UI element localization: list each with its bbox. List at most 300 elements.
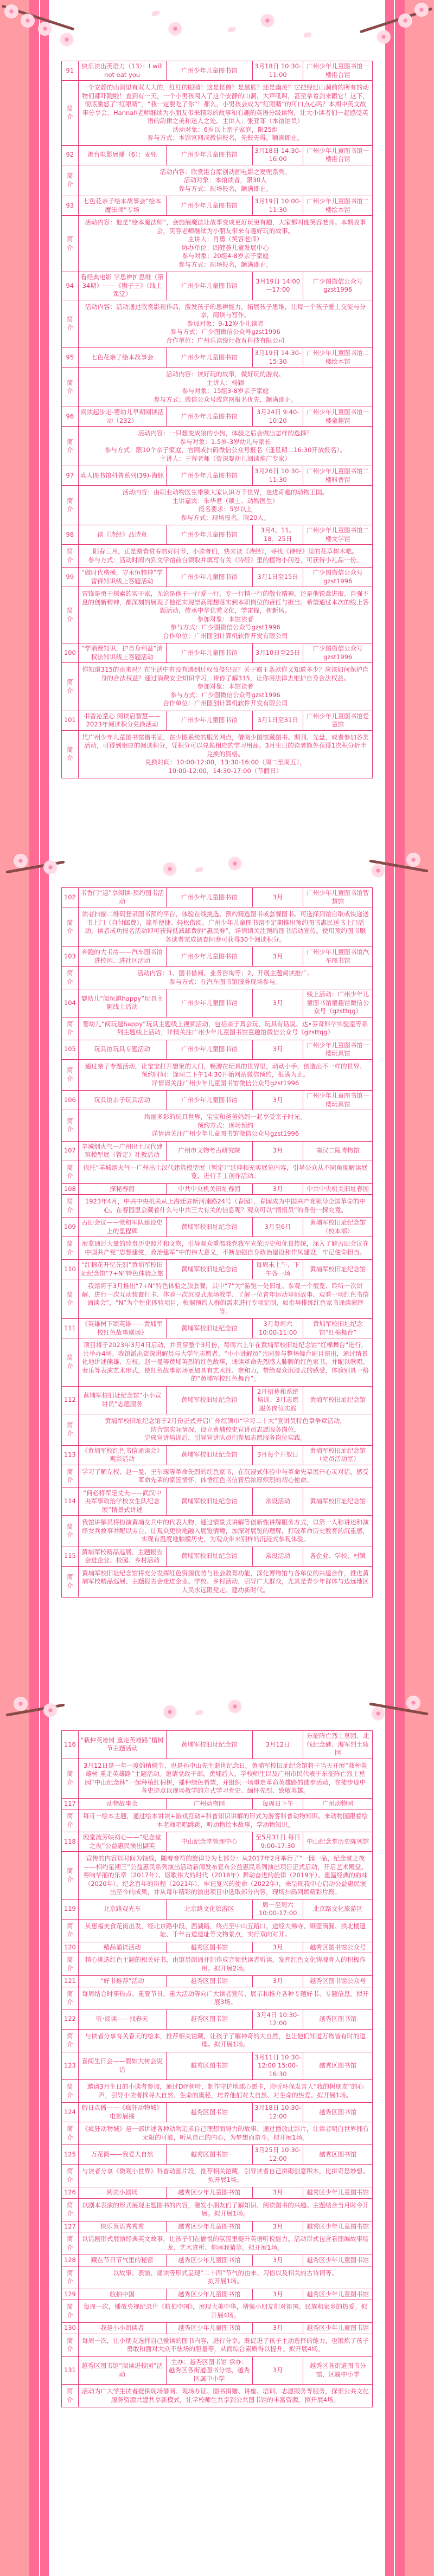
activity-intro-row	[62, 2232, 373, 2255]
activity-description	[78, 1414, 372, 1446]
description-line: 参与方式：现场报名，限20人。	[181, 513, 270, 521]
activity-organizer: 广州少年儿童图书馆	[166, 1040, 252, 1059]
activity-title: 航拍中国	[78, 2289, 166, 2300]
activity-description	[78, 165, 372, 196]
description-line: 以话剧形式展演经典英文故事，让孩子们在愉悦的氛围里提升英语听说能力。活动形式包含看图编故事接龙、艺术赏析、你画我猜等。拟开展1场。	[81, 2235, 369, 2251]
activity-row	[62, 525, 373, 545]
activity-intro-row	[62, 1414, 373, 1446]
description-line: 参与对象：15组3-8岁亲子家庭	[182, 387, 269, 395]
activity-organizer: 越秀区图书馆	[166, 1976, 252, 1987]
activity-number: 109	[62, 1218, 79, 1237]
intro-label: 简 介	[62, 587, 79, 643]
description-line: 预约方式：现场预约	[197, 1121, 254, 1129]
activity-description	[78, 663, 372, 711]
intro-label: 简 介	[62, 663, 79, 711]
description-line: 兑换时间：10:00-12:00，13:30-16:00（周二至周五），	[145, 758, 306, 766]
activity-number: 116	[62, 1731, 79, 1759]
activity-time: 每周日下午	[252, 1798, 303, 1809]
description-line: 以剧本表演的形式展现主题图书的内容，激发小朋友们了解知识、阅读图书的兴趣。主题结合当月时令开展。拟开展1场。	[81, 2201, 369, 2217]
intro-label: 简 介	[62, 1953, 79, 1976]
description-line: 黄埔军校旧址纪念馆于2月份正式开启广州红领巾“学习二十大”宣讲员特色章争章活动，	[105, 1417, 346, 1425]
activity-organizer: 广州少年儿童图书馆	[166, 407, 252, 427]
description-line: 一个安静的山洞里有双大大的，红红的眼睛！这是怪兽？是黑熊？还是幽灵？它把经过山洞前的所有的动物们都吓跑啦！直到有一天，一个小男孩闯入了这个安静的山洞，大声吼叫，甚至拿着剑来戳它！这下，彻底激怒了“红眼睛”，“我一定要吃了你”！那么，小男孩会成为“红眼睛”的可口点心吗？本期中英文故事分享会，Hannah老师继续为小朋友带来精彩的故事和有趣的英语分级读物，让大小读者们一起感受英语的韵律之美和迷人之处。主讲人：张亚菲（本馆馆员）	[81, 83, 369, 125]
description-line: 报名要求：5岁以上	[198, 505, 253, 513]
activity-table-3	[61, 1730, 373, 2407]
intro-label: 简 介	[62, 1161, 79, 1183]
activity-venue: 黄埔军校旧址纪念馆（校本部）	[303, 1218, 373, 1237]
activity-row	[62, 1899, 373, 1919]
activity-venue: 广州少年儿童图书馆二楼文学馆	[303, 525, 373, 545]
description-line: 我馆讲解员将扮演黄埔女兵中的代表人物，通过情景式讲解等创新性讲解服务方式，以第一人称讲述和演绎女兵故事并配以旁白，让观众更快地融入展览情境，加深对展览的理解，打破革命历史教育的沉重感，实现有温度地触摸历史，为观众带来别样的沉浸式参观体验。	[81, 1518, 369, 1543]
activity-intro-row	[62, 587, 373, 643]
activity-title: “好书推荐”活动	[78, 1976, 166, 1987]
activity-title: 殿堂流芳映初心——“纪念堂之夜”公益惠民演出撷英	[78, 1832, 166, 1852]
activity-number: 117	[62, 1798, 79, 1809]
activity-row	[62, 2052, 373, 2080]
activity-number: 112	[62, 1386, 79, 1414]
activity-time: 3月19日 14:00—17:00	[252, 272, 303, 300]
description-line: 绚丽多彩的玩具世界，宝宝和爸爸妈妈一起享受亲子时光。	[144, 1113, 307, 1120]
activity-number: 108	[62, 1183, 79, 1195]
activity-organizer: 越秀区少年儿童图书馆	[166, 2289, 252, 2300]
activity-intro-row	[62, 368, 373, 407]
intro-label: 简 介	[62, 2385, 79, 2407]
description-line: 活动内容：由职业动物医生带领大家认识万千世界，走进奇趣的动物王国。	[122, 488, 329, 496]
description-line: 参与方式：广少图微信公众号gzst1996	[170, 691, 280, 699]
activity-intro-row	[62, 1110, 373, 1142]
activity-number: 113	[62, 1445, 79, 1465]
activity-title: 藏在节日节气里的秘密	[78, 2255, 166, 2266]
activity-title: 《黄埔军校红色书信诵读会》观影活动	[78, 1445, 166, 1465]
activity-organizer: 广州少年儿童图书馆	[166, 568, 252, 587]
activity-venue: 黄埔军校旧址纪念馆	[303, 1260, 373, 1279]
intro-label: 简 介	[62, 2198, 79, 2221]
left-decor-stripe-inner	[40, 0, 49, 2576]
activity-row	[62, 1260, 373, 1279]
activity-description	[78, 967, 372, 989]
activity-organizer: 越秀区图书馆	[166, 2145, 252, 2165]
description-line: 活动内容：一只想变成狼的小狗，体验之后会做出怎样的选择？	[138, 429, 313, 437]
activity-organizer: 黄埔军校旧址纪念馆	[166, 1487, 252, 1516]
activity-venue: 越秀区少年儿童图书馆	[303, 2255, 373, 2266]
activity-intro-row	[62, 427, 373, 466]
activity-time: 3月	[252, 1942, 303, 1953]
intro-label: 简 介	[62, 368, 79, 407]
activity-number: 129	[62, 2289, 79, 2300]
intro-label: 简 介	[62, 216, 79, 272]
activity-row	[62, 1141, 373, 1161]
activity-row	[62, 1386, 373, 1414]
activity-title: 假日点播——《疯狂动物城》电影展播	[78, 2103, 166, 2122]
intro-label: 简 介	[62, 1516, 79, 1547]
activity-row	[62, 272, 373, 300]
activity-number: 103	[62, 947, 79, 967]
activity-number: 131	[62, 2356, 79, 2385]
description-line: 依托“羊城烟火气—广州出土汉代建筑模型展（暂定）”延伸和充实展览内容，引导公众从不同角度解读展览，进行手工创作活动。	[83, 1163, 368, 1180]
activity-description	[78, 545, 372, 568]
activity-row	[62, 1040, 373, 1059]
blossom-icon	[406, 1696, 420, 1710]
blossom-icon	[406, 853, 420, 867]
activity-description	[78, 1465, 372, 1487]
description-line: 主讲人：肖勇（笑容老师）	[188, 235, 263, 243]
description-line: 每周结合时事热点、重要节日、重大活动等向广大读者宣传、展示和推介各种专题好书、专题信息。拟开展3场。	[81, 1989, 369, 2006]
activity-venue: 各企业、学校、村镇	[303, 1547, 373, 1566]
description-line: 宣传的内容以时间为轴线，随着音符的旋律分为七部分：从2017年2月举行了“一园一品，纪念堂之夜——相约星期三”公益惠民系列演出活动新闻发布宣布公益惠民系列演出项目正式启动，开启艺术殿堂、奏响华丽的乐章（2017年）、讴歌伟大的时代（2018年）舞动奋进的旋律（2019年）、重温经典的韵味（2020年）、纪念百年的历程（2021年）、牢记复兴的使命（2022年），来呈现我中心启动公益惠民演出至今的成果，并从每年精彩的演出项目中选取部分内容，现场扫码回顾精彩片段。	[82, 1854, 368, 1896]
right-decor-line	[394, 0, 395, 2576]
intro-label: 简 介	[62, 1237, 79, 1260]
activity-venue: 越秀区图书馆	[303, 2103, 373, 2122]
activity-title: 真人图书馆科普系列(39)-海豚	[78, 466, 166, 486]
activity-row	[62, 568, 373, 587]
activity-description	[78, 2334, 372, 2356]
activity-description	[78, 2266, 372, 2289]
activity-organizer: 广州动物园	[166, 1798, 252, 1809]
activity-time: 每周末上午、下午各一场	[252, 1260, 303, 1279]
intro-label: 简 介	[62, 1195, 79, 1218]
activity-row	[62, 1731, 373, 1759]
activity-row	[62, 2145, 373, 2165]
intro-label: 简 介	[62, 2300, 79, 2323]
activity-intro-row	[62, 1059, 373, 1091]
description-line: 我馆将于3月推出“7+N”特色体验之旅套餐，其中“7”为“游览一处旧址、参观一个展览、聆听一次讲解、进行一次互动装置打卡、体验一次沉浸式现场教学、了解一位青年运动导师故事、观看一场红色书信诵读会”，“N”为个性化体验项目，根据预约人群的需求进行专项定制，如指导排练红色家书诵读演绎等。	[81, 1282, 369, 1315]
activity-description	[78, 1338, 372, 1387]
blossom-icon	[14, 854, 28, 868]
description-line: 结合馆实际情况，设立黄埔校史宣讲员志愿服务岗位，	[150, 1425, 301, 1433]
activity-row	[62, 2289, 373, 2300]
description-line: 阳春三月，正是踏青赏春的好时节，小读者们，快来读《诗经》，寻找《诗经》里的花草树木吧。	[93, 548, 358, 555]
activity-number: 114	[62, 1487, 79, 1516]
activity-organizer: 越秀区少年儿童图书馆	[166, 2323, 252, 2334]
activity-number: 104	[62, 989, 79, 1017]
activity-time: 3月	[252, 989, 303, 1017]
activity-time: 3月1日至15日	[252, 568, 303, 587]
activity-venue: 黄埔军校旧址纪念馆“红棉舞台”	[303, 1319, 373, 1338]
activity-description	[78, 1566, 372, 1598]
intro-label: 简 介	[62, 486, 79, 525]
activity-description	[78, 730, 372, 778]
activity-intro-row	[62, 1809, 373, 1832]
activity-row	[62, 1319, 373, 1338]
activity-number: 101	[62, 711, 79, 730]
activity-venue: 黄埔军校旧址纪念馆	[303, 1487, 373, 1516]
activity-intro-row	[62, 81, 373, 146]
description-line: 预约时间：逢周二下午14:30开始网站微信预约，报满为止。	[141, 1071, 309, 1078]
activity-number: 110	[62, 1260, 79, 1279]
activity-number: 100	[62, 643, 79, 663]
description-line: 以故事、表演、诵读等形式呈现“二十四”节气的由来、习俗以及相关的古诗词等。	[113, 2269, 338, 2277]
intro-label: 简 介	[62, 1809, 79, 1832]
intro-label: 简 介	[62, 81, 79, 146]
activity-time: 3月	[252, 2221, 303, 2232]
description-line: 参与对象：20组4-8岁亲子家庭	[182, 252, 269, 260]
activity-organizer: 中共中央机关旧址春园	[166, 1183, 252, 1195]
activity-time: 至5月31日 每日9:00-17:30	[252, 1832, 303, 1852]
description-line: 参加对象：本馆读者	[197, 682, 254, 690]
activity-title: 婴幼儿“阅玩越happy”玩具主题线上活动	[78, 989, 166, 1017]
description-line: 邀请3月生日的小读者参加，通过DIY树叶，制作守护地球心愿卡，聆听环保发言人“我的树朋友”的心声，引导小读者探寻大自然、生命的奥秘，培养他们对大自然、对生命的热爱。拟开展1场。	[87, 2083, 364, 2099]
description-line: 活动内容：活动通过欣赏影视作品，激发孩子的思辨能力，拓展孩子思维，让每一个孩子爱上交流与分享，阅读与写作。	[85, 302, 366, 319]
activity-venue: 东征阵亡烈士墓园、北伐纪念碑、海军烈士陵园	[303, 1731, 373, 1759]
intro-label: 简 介	[62, 165, 79, 196]
activity-time: 3月18日 10:30-12:00	[252, 2103, 303, 2122]
activity-venue: 广州少年儿童图书馆一楼玩具馆	[303, 1091, 373, 1110]
activity-row	[62, 2221, 373, 2232]
activity-row	[62, 1183, 373, 1195]
activity-organizer: 黄埔军校旧址纪念馆	[166, 1319, 252, 1338]
activity-intro-row	[62, 545, 373, 568]
activity-intro-row	[62, 663, 373, 711]
activity-title: 我是小小朗读者	[78, 2323, 166, 2334]
activity-time: 3月	[252, 2323, 303, 2334]
description-line: 参与方式：微信公众号或官网报名优先，额满即止。	[154, 395, 297, 403]
activity-time: 3月	[252, 1976, 303, 1987]
description-line: 参与方式：活动时间内到文学馆前台领取并填写有关《诗经》里的植物小问卷，可获得小礼品一份。	[88, 556, 363, 564]
activity-venue: 中山纪念堂历史陈列馆	[303, 1832, 373, 1852]
activity-intro-row	[62, 1279, 373, 1319]
description-line: 活动内容：读好玩的故事，做好玩的游戏。	[166, 370, 285, 378]
activity-row	[62, 947, 373, 967]
activity-venue: 越秀区少年儿童图书馆	[303, 2221, 373, 2232]
activity-title: 玩具馆玩具专题活动	[78, 1040, 166, 1059]
intro-label: 简 介	[62, 1919, 79, 1942]
description-line: 与读者分享有关春天的绘本，推荐相关馆藏，让孩子了解神奇的大自然，也让他们知道万物皆有时的道理。拟开展1场。	[85, 2032, 366, 2048]
activity-venue: 广州少年儿童图书馆二楼绘本馆	[303, 348, 373, 368]
description-line: 《疯狂动物城》是一部讲述各种动物追求自己理想而努力的故事。通过播放此影片，让读者明白世界拥有无限的可能，听从自己的内心，为梦想而奋斗。拟开展1场。	[81, 2125, 369, 2141]
activity-row	[62, 2323, 373, 2334]
activity-intro-row	[62, 967, 373, 989]
activity-number: 97	[62, 466, 79, 486]
activity-organizer: 黄埔军校旧址纪念馆	[166, 1218, 252, 1237]
activity-row	[62, 196, 373, 216]
activity-description	[78, 2029, 372, 2052]
activity-row	[62, 2255, 373, 2266]
activity-venue: 线上活动：广州少年儿童图书馆童趣馆微信公众号（gzsttqg）	[303, 989, 373, 1017]
activity-description	[78, 1516, 372, 1547]
activity-table-1	[61, 61, 373, 778]
activity-number: 91	[62, 61, 79, 81]
activity-number: 127	[62, 2221, 79, 2232]
activity-venue: 广少图微信公众号 gzst1996	[303, 643, 373, 663]
activity-number: 120	[62, 1942, 79, 1953]
activity-organizer: 广州少年儿童图书馆	[166, 888, 252, 907]
activity-venue: 广少图微信公众号 gzst1996	[303, 568, 373, 587]
activity-intro-row	[62, 216, 373, 272]
activity-time: 3月	[252, 888, 303, 907]
activity-description	[78, 81, 372, 146]
activity-number: 99	[62, 568, 79, 587]
activity-intro-row	[62, 2385, 373, 2407]
activity-intro-row	[62, 2029, 373, 2052]
activity-time: 3月11日 10:30-12:00 15:00-16:30	[252, 2052, 303, 2080]
activity-time: 常设活动	[252, 1547, 303, 1566]
activity-time: 3月18日 10:30-11:00	[252, 61, 303, 81]
activity-intro-row	[62, 1338, 373, 1387]
activity-number: 119	[62, 1899, 79, 1919]
left-decor-stripe	[29, 0, 39, 2576]
activity-venue: 广州少年儿童图书馆一楼玩具馆	[303, 1040, 373, 1059]
description-line: 10:00-12:00，14:30-17:00（节假日）	[168, 767, 283, 775]
activity-organizer: 黄埔军校旧址纪念馆	[166, 1445, 252, 1465]
activity-venue: 黄埔军校旧址纪念馆（党员活动室）	[303, 1445, 373, 1465]
activity-number: 92	[62, 145, 79, 165]
description-line: 参加对象：9-12岁少儿读者	[187, 319, 264, 327]
activity-time: 周一至周六 10:00-17:00	[252, 1899, 303, 1919]
activity-time: 3月至6月	[252, 1218, 303, 1237]
description-line: 从惠福美食花街出发，经北京路中段、西湖路，终点至中山五路口，途经大佛寺、铜壶滴漏、拱北楼遗址、千年古道遗址等文物景点，实行双向对开。	[85, 1922, 366, 1938]
activity-description	[78, 1161, 372, 1183]
activity-title: 七色花亲子绘本故事会	[78, 348, 166, 368]
description-line: 拟开展1场。	[207, 2277, 243, 2285]
description-line: 活动内容：他是“绘本魔法师”，会施展魔法让故事变成更好玩更有趣，大家都叫他笑容老师。本期故事会，笑容老师继续为小朋友带来有趣好玩的故事。	[85, 218, 366, 235]
activity-title: 玩具馆亲子玩具活动	[78, 1091, 166, 1110]
activity-number: 124	[62, 2103, 79, 2122]
activity-row	[62, 1976, 373, 1987]
activity-organizer: 黄埔军校旧址纪念馆	[166, 1731, 252, 1759]
activity-intro-row	[62, 2300, 373, 2323]
activity-number: 118	[62, 1832, 79, 1852]
activity-organizer: 广州少年儿童图书馆	[166, 643, 252, 663]
activity-time: 3月每个开放日	[252, 1445, 303, 1465]
activity-row	[62, 989, 373, 1017]
activity-intro-row	[62, 1566, 373, 1598]
activity-organizer: 越秀区图书馆	[166, 1942, 252, 1953]
activity-organizer: 广州少年儿童图书馆	[166, 1091, 252, 1110]
activity-description	[78, 907, 372, 947]
description-line: 详情请关注广州少年儿童图书馆微信公众号gzst1996	[151, 1130, 299, 1137]
description-line: 黄埔军校旧址纪念馆将充分发挥红色资源优势与社会教育功能，深化博物馆与各单位的共建合作，推进黄埔军校精品巡展、主题报告会走进企业、学校、乡村活动，引导广大群众，尤其是青少年群体与边远地区人民永远跟党走、建功新时代。	[81, 1569, 369, 1594]
activity-time: 3月26日 10:30-11:30	[252, 466, 303, 486]
blossom-icon	[414, 3, 429, 17]
activity-title: 书香门“递”享阅读-预约图书活动	[78, 888, 166, 907]
activity-number: 107	[62, 1141, 79, 1161]
description-line: 主讲人：杨颖	[206, 378, 244, 387]
activity-number: 105	[62, 1040, 79, 1059]
activity-row	[62, 1487, 373, 1516]
activity-description	[78, 1017, 372, 1040]
activity-number: 126	[62, 2187, 79, 2199]
activity-intro-row	[62, 165, 373, 196]
activity-description	[78, 1809, 372, 1832]
activity-time: 3月25日 10:30-12:00	[252, 2145, 303, 2165]
activity-time: 3月4日 10:30-12:00	[252, 2010, 303, 2029]
activity-venue: 广州少年儿童图书馆爱童馆	[303, 711, 373, 730]
description-line: 合作单位：广州图创计算机软件开发有限公司	[163, 699, 288, 707]
activity-title: 黄埔军校旧址纪念馆“小小宣讲员”志愿服务	[78, 1386, 166, 1414]
description-line: 主讲嘉宾：朱华君（硕士、动物医生）	[172, 497, 279, 505]
intro-label: 简 介	[62, 1414, 79, 1446]
activity-intro-row	[62, 1953, 373, 1976]
activity-number: 123	[62, 2052, 79, 2080]
intro-label: 简 介	[62, 1059, 79, 1091]
activity-title: 看经典电影 学思辨扩思维（第34期）——《狮子王》（线上课堂）	[78, 272, 166, 300]
activity-time: 常设活动	[252, 1487, 303, 1516]
description-line: 活动对象：本馆读者，限30人	[184, 176, 267, 184]
activity-row	[62, 1942, 373, 1953]
description-line: 参与方式：广少图微信公众号gzst1996	[170, 328, 280, 336]
activity-time: 3月18日 14:30-16:00	[252, 145, 303, 165]
activity-title: 探秘春园	[78, 1183, 166, 1195]
intro-label: 简 介	[62, 2080, 79, 2103]
intro-label: 简 介	[62, 730, 79, 778]
activity-venue: 广州少年儿童图书馆一楼童趣馆	[303, 407, 373, 427]
description-line: 项目将于2023年3月4日启动，并贯穿整个3月份，每周六上午在黄埔军校旧址纪念馆“红棉舞台”进行，共举办4场。我馆派出资深讲解员与大学生志愿者、“小小讲解员”共同参与整场舞台剧目演出，通过情景化地讲述熊雄、左权、赵一曼等黄埔英烈的红色故事，诵读革命先烈感人肺腑的红色家书，并配以歌唱、奏乐等表演艺术形式，使红色故事剧场更加具有艺术性、亲和力，带给观众沉浸式的感受，体验别具一格的“黄埔军校红色舞台”。	[81, 1341, 369, 1382]
activity-intro-row	[62, 1195, 373, 1218]
activity-description	[78, 2080, 372, 2103]
description-line: 活动内容：1、图书借阅、业务咨询等；2、开展主题阅读推广。	[137, 969, 314, 977]
activity-number: 125	[62, 2145, 79, 2165]
activity-row	[62, 2010, 373, 2029]
description-line: 参与方式：本馆官网或微信报名，先报先得，额满即止。	[147, 134, 304, 141]
activity-time: 3月19日 14:30-15:30	[252, 348, 303, 368]
activity-organizer: 越秀区图书馆	[166, 2010, 252, 2029]
activity-intro-row	[62, 730, 373, 778]
activity-intro-row	[62, 2266, 373, 2289]
activity-description	[78, 1953, 372, 1976]
description-line: 参与方式：现场报名，额满即止。	[178, 184, 272, 192]
activity-row	[62, 1445, 373, 1465]
activity-venue: 越秀区图书馆	[303, 2010, 373, 2029]
activity-title: 喜阅生日会——假如大树会说话	[78, 2052, 166, 2080]
description-line: 活动内容：欣赏港台原创动画电影之麦兜系列。	[159, 168, 291, 176]
activity-organizer: 广州少年儿童图书馆	[166, 947, 252, 967]
activity-title: 《英雄树下颂英雄——黄埔军校红色故事剧场》	[78, 1319, 166, 1338]
activity-time: 3月1日至31日	[252, 711, 303, 730]
activity-time: 3月19日 10:00-11:30	[252, 196, 303, 216]
description-line: 合作单位：广州乐读悦行教育科技有限公司	[166, 336, 285, 344]
description-line: 与读者分享《微观小世界》科普动画片段，推荐相关馆藏，引导读者自己拼砌创意积木，比拼奇思妙想。拟开展1场。	[81, 2167, 369, 2184]
activity-description	[78, 1987, 372, 2010]
activity-title: 听·阅读——找春天	[78, 2010, 166, 2029]
description-line: 参与方式：限10个亲子家庭，官网或扫码微信公众号报名（逢星期二16:30开放报名）。	[105, 446, 346, 454]
description-line: 详情请关注广州少年儿童图书馆微信公众号gzst1996	[151, 1079, 299, 1087]
activity-time: 3月	[252, 2255, 303, 2266]
activity-organizer: 越秀区图书馆	[166, 2052, 252, 2080]
activity-time: 3月	[252, 2289, 303, 2300]
activity-title: “红棉花开忆先烈”黄埔军校旧址纪念馆“7+N”特色体验之旅	[78, 1260, 166, 1279]
description-line: 每月一绘本主题，通过绘本讲读+游戏互动+科普知识讲解的形式为游客科普动物知识。来动物园跟着绘本老师唱唱跳跳，听动物绘本故事，学动物知识。	[82, 1812, 368, 1828]
activity-time: 3月10日至25日	[252, 643, 303, 663]
description-line: 婴幼儿“阅玩越happy”玩具主题线上视频活动，包括亲子真会玩、玩具有话说、达•芬奇科学实验室等系列主题线上活动，详情关注广州少年儿童图书馆童趣馆微信公众号（gzsttqg）	[82, 1020, 368, 1036]
activity-row	[62, 1547, 373, 1566]
activity-title: 书香沁童心 阅读启智慧——2023年阅读积分兑换活动	[78, 711, 166, 730]
intro-label: 简 介	[62, 300, 79, 348]
activity-venue: 广州少年儿童图书馆一楼港台馆	[303, 145, 373, 165]
activity-time: 2月招募和系统培训；3月志愿服务岗位实践	[252, 1386, 303, 1414]
activity-venue: 越秀区图书馆公众号	[303, 1976, 373, 1987]
activity-number: 94	[62, 272, 79, 300]
activity-intro-row	[62, 1017, 373, 1040]
activity-intro-row	[62, 2080, 373, 2103]
intro-label: 简 介	[62, 1987, 79, 2010]
activity-description	[78, 1059, 372, 1091]
activity-venue: 广州少年儿童图书馆二楼绘本馆	[303, 196, 373, 216]
right-decor-stripe-inner	[385, 0, 394, 2576]
description-line: 活动为广大学生读者提供现场借阅、现场办证、图书捐赠、讲座、培训、志愿服务等服务，探索公共文化服务资源共建共享新模式，让学校师生共享到公共图书馆的丰富资源。拟开展4场。	[81, 2387, 369, 2404]
activity-row	[62, 1218, 373, 1237]
activity-intro-row	[62, 486, 373, 525]
activity-organizer: 越秀区少年儿童图书馆	[166, 2255, 252, 2266]
activity-venue: 广州少年儿童图书馆一楼港台馆	[303, 61, 373, 81]
activity-time: 3月	[252, 2356, 303, 2385]
blossom-icon	[4, 4, 18, 18]
activity-time: 3月	[252, 1141, 303, 1161]
intro-label: 简 介	[62, 967, 79, 989]
description-line: 参与方式：广少图微信公众号gzst1996	[170, 623, 280, 631]
activity-description	[78, 2300, 372, 2323]
activity-description	[78, 216, 372, 272]
activity-description	[78, 587, 372, 643]
